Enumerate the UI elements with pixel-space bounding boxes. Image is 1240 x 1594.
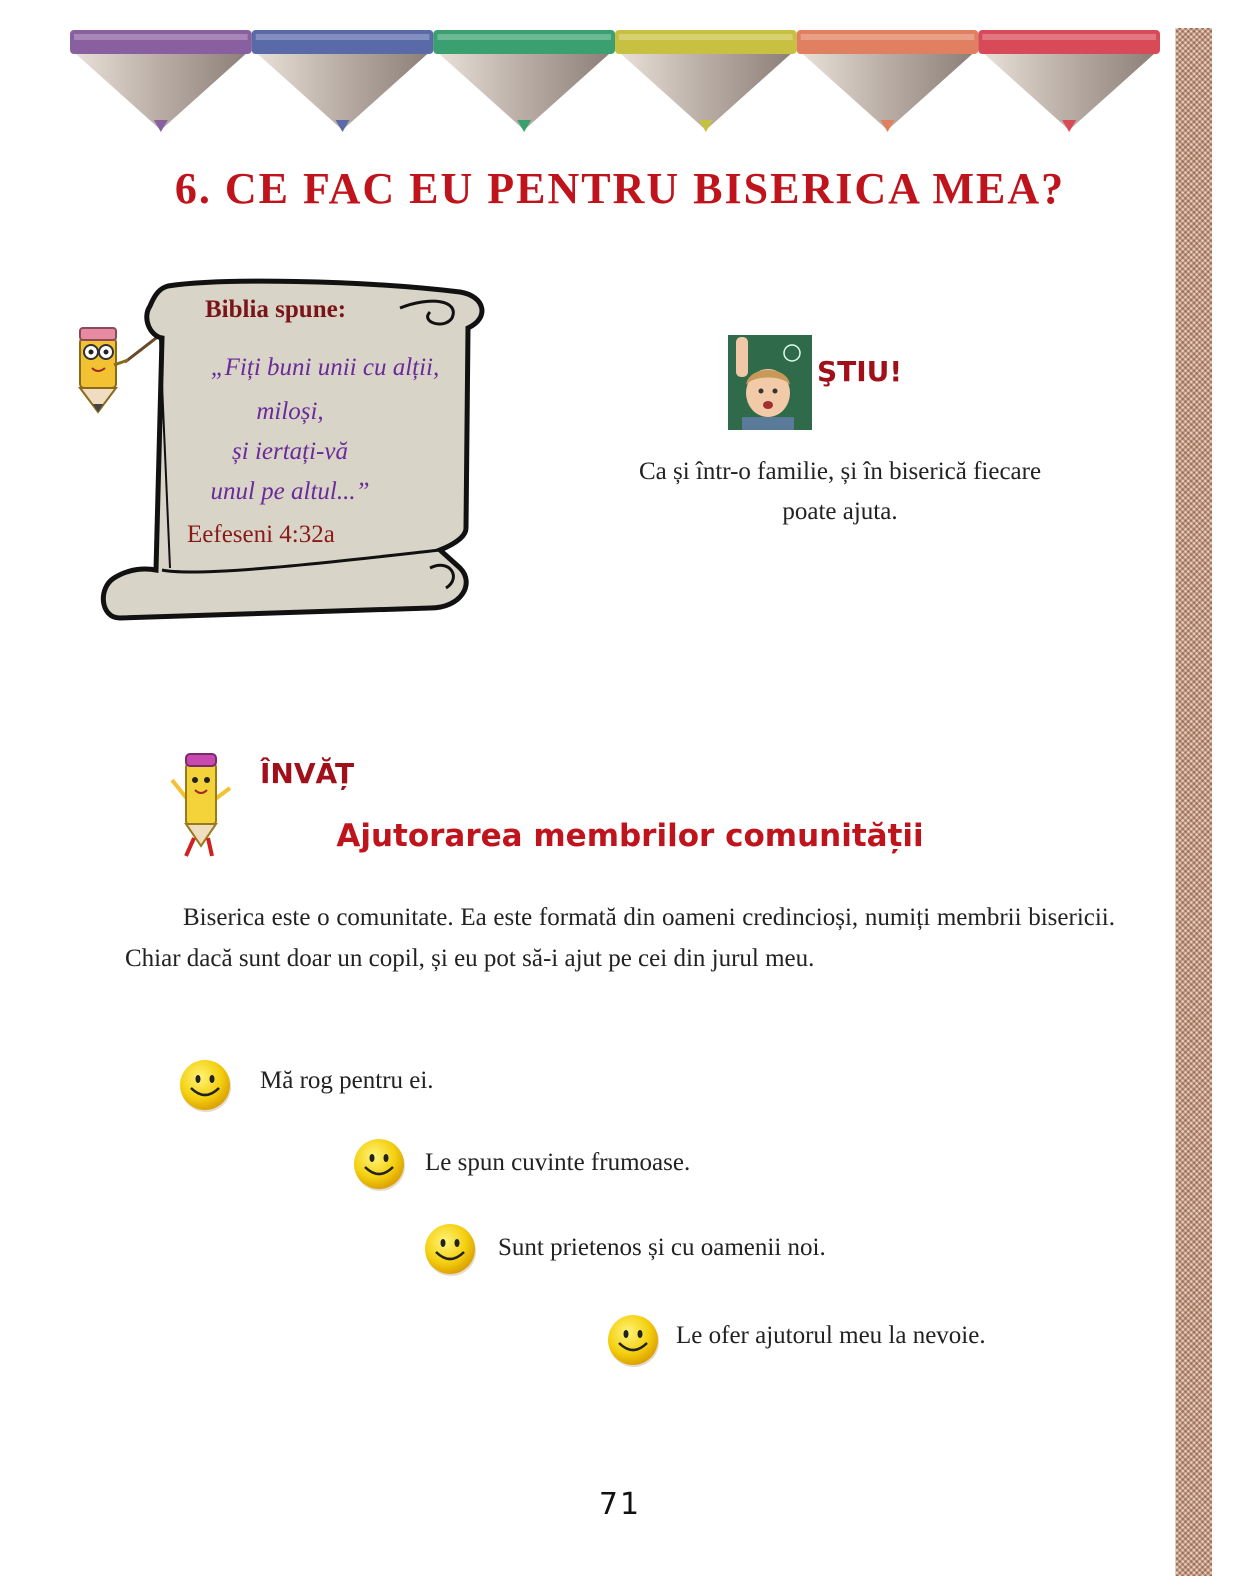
list-item-text: Le ofer ajutorul meu la nevoie. (676, 1322, 986, 1349)
smiley-icon (423, 1222, 479, 1278)
verse-reference: Eefeseni 4:32a (187, 521, 335, 548)
child-photo (728, 335, 812, 430)
pencil-band (797, 30, 979, 54)
verse-line: „Fiți buni unii cu alții, (210, 354, 440, 381)
pencil-tip (621, 54, 791, 130)
list-item (352, 1137, 408, 1198)
smiley-icon (178, 1058, 234, 1114)
pencil-highlight (619, 34, 793, 40)
pencil-tip (803, 54, 973, 130)
side-decor-strip (1175, 28, 1212, 1576)
list-item-text: Mă rog pentru ei. (260, 1067, 434, 1094)
list-item (178, 1058, 234, 1119)
pencil-band (252, 30, 434, 54)
pencil-band (433, 30, 615, 54)
verse-line: unul pe altul...” (210, 478, 370, 505)
stiu-label: ŞTIU! (817, 355, 903, 388)
pencil-band (978, 30, 1160, 54)
pencil-border-icon (70, 30, 1160, 140)
pencil-highlight (801, 34, 975, 40)
pencil-highlight (437, 34, 611, 40)
section-subheading: Ajutorarea membrilor comunității (336, 818, 924, 854)
page-number: 71 (598, 1487, 642, 1522)
pencil-highlight (256, 34, 430, 40)
pencil-lead (699, 120, 713, 132)
smiley-icon (352, 1137, 408, 1193)
pencil-lead (517, 120, 531, 132)
page-title: 6. CE FAC EU PENTRU BISERICA MEA? (174, 164, 1066, 213)
pencil-lead (881, 120, 895, 132)
body-paragraph: Biserica este o comunitate. Ea este formată din oameni credincioși, numiți membrii bisericii. Chiar dacă sunt doar un copil, și eu pot să-i ajut pe cei din jurul meu. (125, 904, 1115, 972)
pencil-tip (76, 54, 246, 130)
pencil-highlight (982, 34, 1156, 40)
list-item (423, 1222, 479, 1283)
pencil-lead (154, 120, 168, 132)
list-item-text: Sunt prietenos și cu oamenii noi. (498, 1234, 826, 1261)
verse-line: și iertați-vă (232, 438, 348, 465)
smiley-icon (606, 1313, 662, 1369)
pencil-tip (439, 54, 609, 130)
bible-box-heading: Biblia spune: (205, 296, 347, 323)
invat-label: ÎNVĂȚ (260, 757, 355, 790)
pencil-tip (984, 54, 1154, 130)
pencil-tip (258, 54, 428, 130)
stiu-text: Ca și într-o familie, și în biserică fiecare poate ajuta. (638, 458, 1042, 525)
verse-line: miloși, (256, 398, 324, 425)
list-item (606, 1313, 662, 1374)
pencil-band (615, 30, 797, 54)
pencil-lead (1062, 120, 1076, 132)
pencil-highlight (74, 34, 248, 40)
pencil-band (70, 30, 252, 54)
list-item-text: Le spun cuvinte frumoase. (425, 1149, 691, 1176)
pencil-lead (336, 120, 350, 132)
